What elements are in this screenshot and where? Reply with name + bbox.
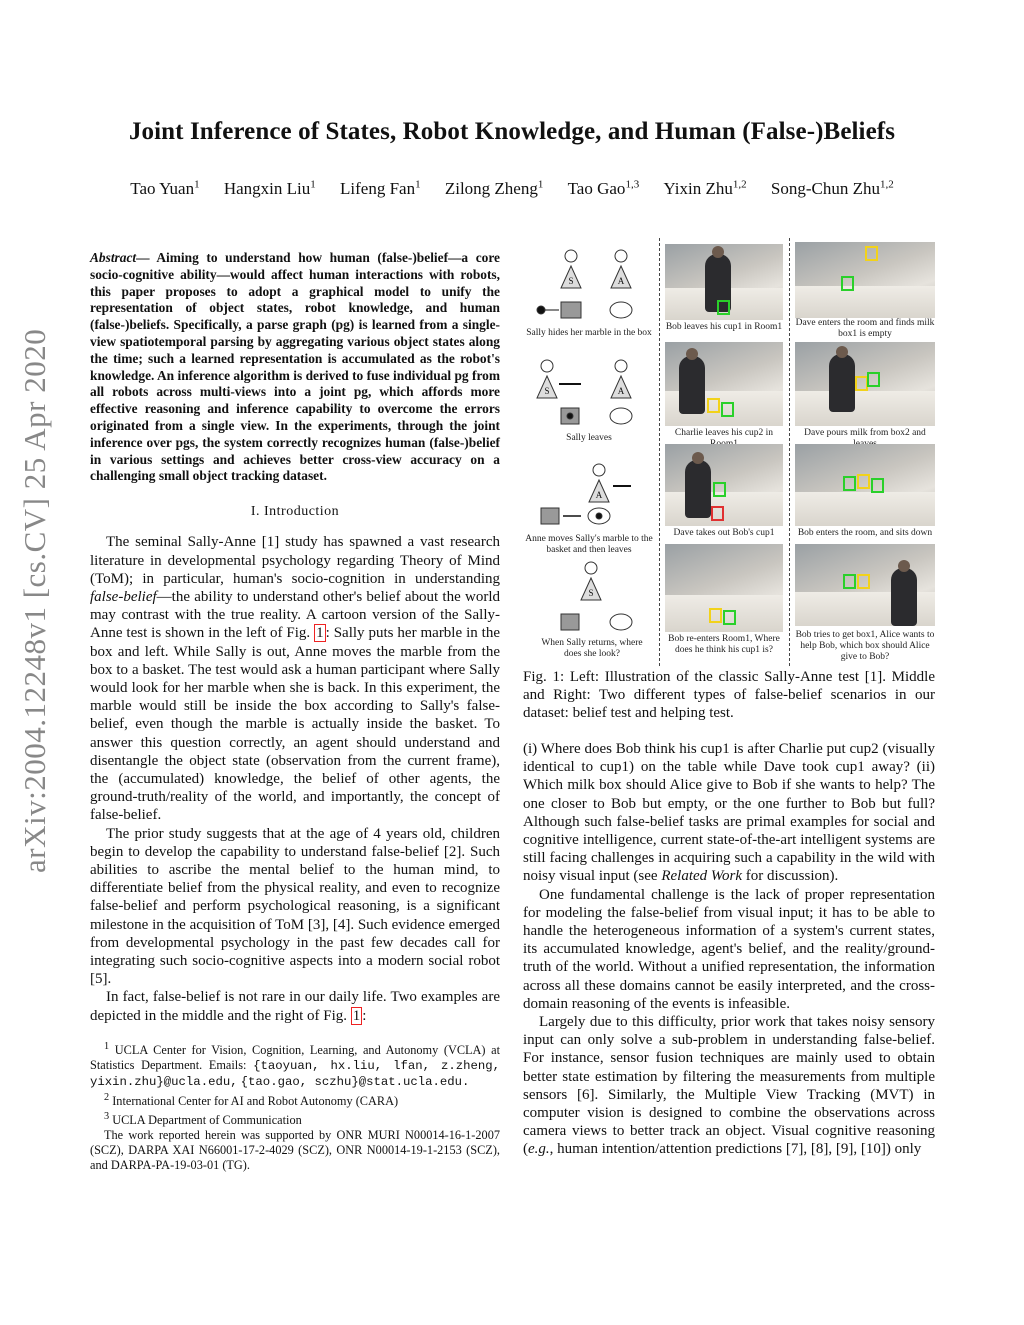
figure-subcaption: Charlie leaves his cup2 in bbox=[674, 428, 774, 438]
author: Yixin Zhu$^{1,2}$ bbox=[663, 178, 747, 198]
arxiv-stamp: arXiv:2004.12248v1 [cs.CV] 25 Apr 2020 bbox=[17, 328, 52, 873]
author: Tao Gao$^{1,3}$ bbox=[567, 178, 640, 198]
fig-letter: S bbox=[544, 386, 550, 396]
footnotes bbox=[90, 1039, 500, 1173]
figure-subcaption: Sally leaves bbox=[566, 433, 612, 443]
scenario-photo bbox=[665, 544, 783, 632]
section-heading: I. Introduction bbox=[250, 504, 340, 520]
intro-paragraph-1: The seminal Sally-Anne [1] study has spawned a vast research literature in developmental psychology regarding Theory of Mind (ToM); in particular, human's socio-cognition in understanding false-belief—the ability to understand other's belief about the world may contrast with the true reality. A cartoon version of the Sally-Anne test is shown in the left of Fig. 1 : Sally puts her marble in the box and left. While Sally is out, Anne moves the marble from the box to a basket. The test would ask a human participant where Sally would look for her marble when she is back. In this experiment, the marble would still be inside the box according to Sally's false-belief, even though the marble is actually inside the basket. To answer this question correctly, an agent should understand and disentangle the object state (observation from the current frame), the (accumulated) knowledge, the belief of other agents, the ground-truth/reality of the world, and importantly, the concept of false-belief. bbox=[90, 534, 500, 824]
right-column bbox=[523, 740, 935, 1159]
author-list bbox=[0, 178, 1024, 199]
figure-subcaption: Dave pours milk from box2 and bbox=[804, 428, 926, 438]
footnote-2: $^2$ International Center for AI and Robot Autonomy (CARA) bbox=[104, 1091, 399, 1109]
author: Tao Yuan$^1$ bbox=[130, 178, 200, 198]
abstract bbox=[90, 250, 500, 485]
scenario-photo bbox=[665, 342, 783, 426]
left-column bbox=[90, 250, 500, 1173]
funding-note: The work reported herein was supported by ONR MURI N00014-16-1-2007 (SCZ), DARPA XAI N66001-17-2-4029 (SCZ), ONR N00014-19-1-2153 (SCZ), and DARPA-PA-19-03-01 (TG). bbox=[90, 1128, 500, 1173]
footnote-3: $^3$ UCLA Department of Communication bbox=[104, 1111, 302, 1128]
author: Lifeng Fan$^1$ bbox=[340, 178, 421, 198]
right-paragraph-3: Largely due to this difficulty, prior work that takes noisy sensory input can only solve a sub-problem in understanding false-belief. For instance, sensor fusion techniques are mainly used to obtain better state estimation by filtering the measurements from multiple sensors [6]. Similarly, the Multiple View Tracking (MVT) in computer vision is designed to combine the observations across camera views to better track an object. Visual cognitive reasoning (e.g., human intention/attention predictions [7], [8], [9], [10]) only bbox=[523, 1014, 935, 1158]
basket-icon bbox=[610, 302, 632, 318]
scenario-photo bbox=[795, 342, 935, 426]
figure-subcaption: Bob leaves his cup1 in Room1 bbox=[665, 322, 783, 332]
right-paragraph-2: One fundamental challenge is the lack of proper representation for modeling the false-belief from visual input; it has to be able to handle the heterogeneous information of a system's current states, its accumulated knowledge, agent's belief, and the reality/ground-truth of the world. Without a unified representation, the information across all these domains cannot be easily interpreted, and the cross-domain reasoning of the events is infeasible. bbox=[523, 886, 935, 1012]
paper-title: Joint Inference of States, Robot Knowledge, and Human (False-)Beliefs bbox=[128, 118, 896, 145]
author: Zilong Zheng$^1$ bbox=[444, 178, 544, 198]
figure-subcaption: Anne moves Sally's marble to the basket and then leaves bbox=[525, 534, 653, 555]
figure-divider bbox=[789, 238, 790, 666]
fig-ref-link[interactable]: 1 bbox=[352, 1007, 361, 1024]
figure-subcaption: Dave enters the room and finds milk box1 is empty bbox=[795, 318, 935, 339]
basket-icon bbox=[610, 614, 632, 630]
basket-icon bbox=[610, 408, 632, 424]
figure-subcaption: Bob tries to get box1, Alice wants to help Bob, which box should Alice give to Bob? bbox=[795, 630, 935, 662]
intro-paragraph-2: The prior study suggests that at the age of 4 years old, children begin to develop the capability to understand false-belief [2]. Such abilities to ascribe the mental belief to the human mind, to differentiate belief from the physical reality, and even to recognize false-belief and perform psychological reasoning, is a significant milestone in the acquisition of ToM [3], [4]. Such evidence emerged from developmental psychology in the past few decades call for integrating such socio-cognitive aspects into a modern social robot [5]. bbox=[90, 825, 500, 988]
figure-subcaption: Sally hides her marble in the box bbox=[526, 328, 652, 338]
figure-subcaption: Bob re-enters Room1, Where does he think his cup1 is? bbox=[668, 634, 780, 655]
scenario-photo bbox=[665, 444, 783, 526]
author: Song-Chun Zhu$^{1,2}$ bbox=[770, 178, 894, 198]
abstract-label: Abstract bbox=[90, 250, 137, 265]
figure-subcaption: Bob enters the room, and sits down bbox=[797, 528, 933, 538]
intro-paragraph-3: In fact, false-belief is not rare in our daily life. Two examples are depicted in the middle and the right of Fig. 1 : bbox=[90, 989, 500, 1024]
figure-subcaption: Dave takes out Bob's cup1 bbox=[673, 528, 775, 538]
sally-anne-cartoon bbox=[519, 238, 659, 666]
figure-divider bbox=[659, 238, 660, 666]
box-icon bbox=[561, 614, 579, 630]
figure-1 bbox=[519, 238, 939, 666]
scenario-photo bbox=[795, 544, 935, 626]
figure-subcaption: When Sally returns, where does she look? bbox=[541, 638, 643, 659]
fig-letter: S bbox=[568, 276, 574, 286]
box-icon bbox=[541, 508, 559, 524]
abstract-text: — Aiming to understand how human (false-)belief—a core socio-cognitive ability—would affect human interactions with robots, this paper proposes to adopt a graphical model to unify the representation of object states, robot knowledge, and human (false-)beliefs. Specifically, a parse graph (pg) is learned from a single-view spatiotemporal parsing by aggregating various object states along the time; such a learned representation is accumulated as the robot's knowledge. An inference algorithm is derived to fuse individual pg from all robots across multi-views into a joint pg, which affords more effective reasoning and inference capability to overcome the errors originated from a single view. In the experiments, through the joint inference over pgs, the system correctly recognizes human (false-)belief in various settings and achieves better cross-view accuracy on a challenging small object tracking dataset. bbox=[90, 250, 500, 484]
figure-caption: Fig. 1: Left: Illustration of the classic Sally-Anne test [1]. Middle and Right: Two different types of false-belief scenarios in our dataset: belief test and helping test. bbox=[523, 669, 935, 721]
scenario-photo bbox=[795, 242, 935, 318]
scenario-photo bbox=[665, 244, 783, 320]
box-icon bbox=[561, 302, 581, 318]
author: Hangxin Liu$^1$ bbox=[223, 178, 316, 198]
marble-icon bbox=[537, 306, 545, 314]
scenario-photo bbox=[795, 444, 935, 526]
right-paragraph-1: (i) Where does Bob think his cup1 is after Charlie put cup2 (visually identical to cup1) on the table while Dave took cup1 away? (ii) Which milk box should Alice give to Bob if she wants to help? The one closer to Bob but empty, or the one further to Bob but full? Although such false-belief tasks are primal examples for social and cognitive intelligence, current state-of-the-art intelligent systems are still facing challenges in acquiring such a capability in the wild with noisy visual input (see Related Work for discussion). bbox=[523, 741, 935, 885]
fig-letter: S bbox=[588, 588, 594, 598]
fig-letter: A bbox=[617, 386, 625, 396]
footnote-1: $^1$ UCLA Center for Vision, Cognition, Learning, and Autonomy (VCLA) at Statistics Department. Emails: {taoyuan, hx.liu, lfan, z.zheng, yixin.zhu}@ucla.edu, {tao.gao, sczhu}@stat.ucla.edu. bbox=[90, 1040, 501, 1089]
fig-letter: A bbox=[595, 490, 603, 500]
fig-ref-link[interactable]: 1 bbox=[316, 625, 324, 642]
fig-letter: A bbox=[617, 276, 625, 286]
